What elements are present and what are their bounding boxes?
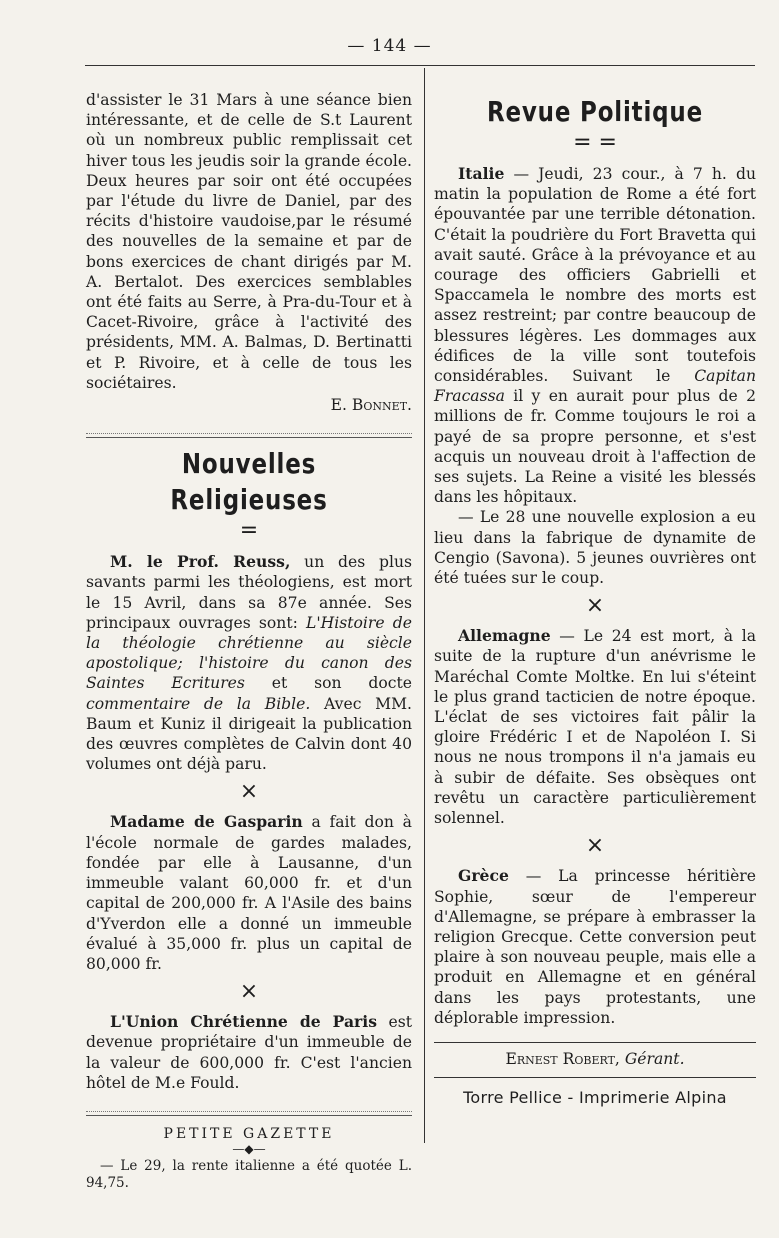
news-item-cengio: — Le 28 une nouvelle explosion a eu lieu dans la fabrique de dynamite de Cengio (Savona). 5 jeunes ouvrières ont été tuées sur le coup. — [434, 508, 756, 588]
section-separator — [86, 433, 412, 438]
gazette-ornament: —◆— — [232, 1142, 266, 1157]
left-column — [86, 90, 412, 1192]
item-lead: M. le Prof. Reuss, — [110, 552, 291, 572]
item-lead: Grèce — [458, 866, 509, 886]
cross-separator: × — [585, 593, 605, 619]
news-item-gasparin: Madame de Gasparin a fait don à l'école normale de gardes malades, fondée par elle à Lausanne, d'un immeuble valant 60,000 fr. et d'un capital de 200,000 fr. A l'Asile des bains d'Yverdon elle a donné un immeuble évalué à 35,000 fr. plus un capital de 80,000 fr. — [86, 812, 412, 973]
news-item-allemagne: Allemagne — Le 24 est mort, à la suite de la rupture d'un anévrisme le Maréchal Comte Moltke. En lui s'éteint le plus grand tacticien de notre époque. L'éclat de ses victoires fait pâlir la gloire Frédéric I et de Napoléon I. Si nous ne nous trompons il n'a jamais eu à subir de défaite. Ses obsèques ont revêtu un caractère particulièrement solennel. — [434, 626, 756, 828]
footer-rule — [434, 1077, 756, 1078]
item-lead: Italie — [458, 164, 505, 183]
gazette-title: PETITE GAZETTE — [163, 1125, 335, 1142]
cross-separator: × — [239, 979, 259, 1005]
news-item-italie: Italie — Jeudi, 23 cour., à 7 h. du matin la population de Rome a été fort épouvantée par une terrible détonation. C'était la poudrière du Fort Bravetta qui avait sauté. Grâce à la prévoyance et au courage des officiers Gabrielli et Spaccamela le nombre des morts est assez restreint; par contre beaucoup de blessures légères. Les dommages aux édifices de la ville sont toutefois considérables. Suivant le Capitan Fracassa il y en aurait pour plus de 2 millions de fr. Comme toujours le roi a payé de sa propre personne, et s'est acquis un nouveau droit à l'affection de ses sujets. La Reine a visité les blessés dans les hôpitaux. — [434, 164, 756, 507]
title-ornament: = = — [573, 130, 617, 155]
gerant-title: Gérant. — [624, 1049, 685, 1068]
column-divider — [424, 68, 425, 1143]
item-lead: Madame de Gasparin — [110, 812, 303, 832]
signature: E. Bonnet. — [330, 396, 412, 415]
footer-rule — [434, 1042, 756, 1043]
item-lead: Allemagne — [458, 626, 551, 646]
news-item-grece: Grèce — La princesse héritière Sophie, sœur de l'empereur d'Allemagne, se prépare à embrasser la religion Grecque. Cette conversion peut plaire à son nouveau peuple, mais elle a produit en Allemagne et en général dans les pays protestants, une déplorable impression. — [434, 866, 756, 1027]
cross-separator: × — [239, 779, 259, 805]
section-title-religieuses: Nouvelles Religieuses — [170, 447, 328, 517]
gerant-name: Ernest Robert, — [505, 1049, 620, 1068]
item-lead: L'Union Chrétienne de Paris — [110, 1012, 377, 1032]
right-column — [434, 90, 756, 1108]
gazette-item: — Le 29, la rente italienne a été quotée L. 94,75. — [86, 1158, 412, 1192]
page-number: — 144 — — [347, 36, 432, 56]
header-rule — [85, 65, 755, 66]
intro-paragraph: d'assister le 31 Mars à une séance bien intéressante, et de celle de S.t Laurent où un nombreux public remplissait cet hiver tous les jeudis soir la grande école. Deux heures par soir ont été occupées par l'étude du livre de Daniel, par des récits d'histoire vaudoise,par le résumé des nouvelles de la semaine et par de bons exercices de chant dirigés par M. A. Bertalot. Des exercices semblables ont été faits au Serre, à Pra-du-Tour et à Cacet-Rivoire, grâce à l'activité des présidents, MM. A. Balmas, D. Bertinatti et P. Rivoire, et à celle de tous les sociétaires. — [86, 91, 412, 392]
title-ornament: = — [239, 518, 259, 544]
section-separator — [86, 1111, 412, 1116]
printer-line: Torre Pellice - Imprimerie Alpina — [463, 1088, 727, 1108]
cross-separator: × — [585, 833, 605, 859]
section-title-politique: Revue Politique — [487, 95, 703, 128]
news-item-reuss: M. le Prof. Reuss, un des plus savants parmi les théologiens, est mort le 15 Avril, dans sa 87e année. Ses principaux ouvrages sont: L'Histoire de la théologie chrétienne au siècle apostolique; l'histoire du canon des Saintes Ecritures et son docte commentaire de la Bible. Avec MM. Baum et Kuniz il dirigeait la publication des œuvres complètes de Calvin dont 40 volumes ont déjà paru. — [86, 552, 413, 774]
gerant-line — [434, 1049, 756, 1069]
news-item-union: L'Union Chrétienne de Paris est devenue propriétaire d'un immeuble de la valeur de 600,000 fr. C'est l'ancien hôtel de M.e Fould. — [86, 1012, 412, 1092]
